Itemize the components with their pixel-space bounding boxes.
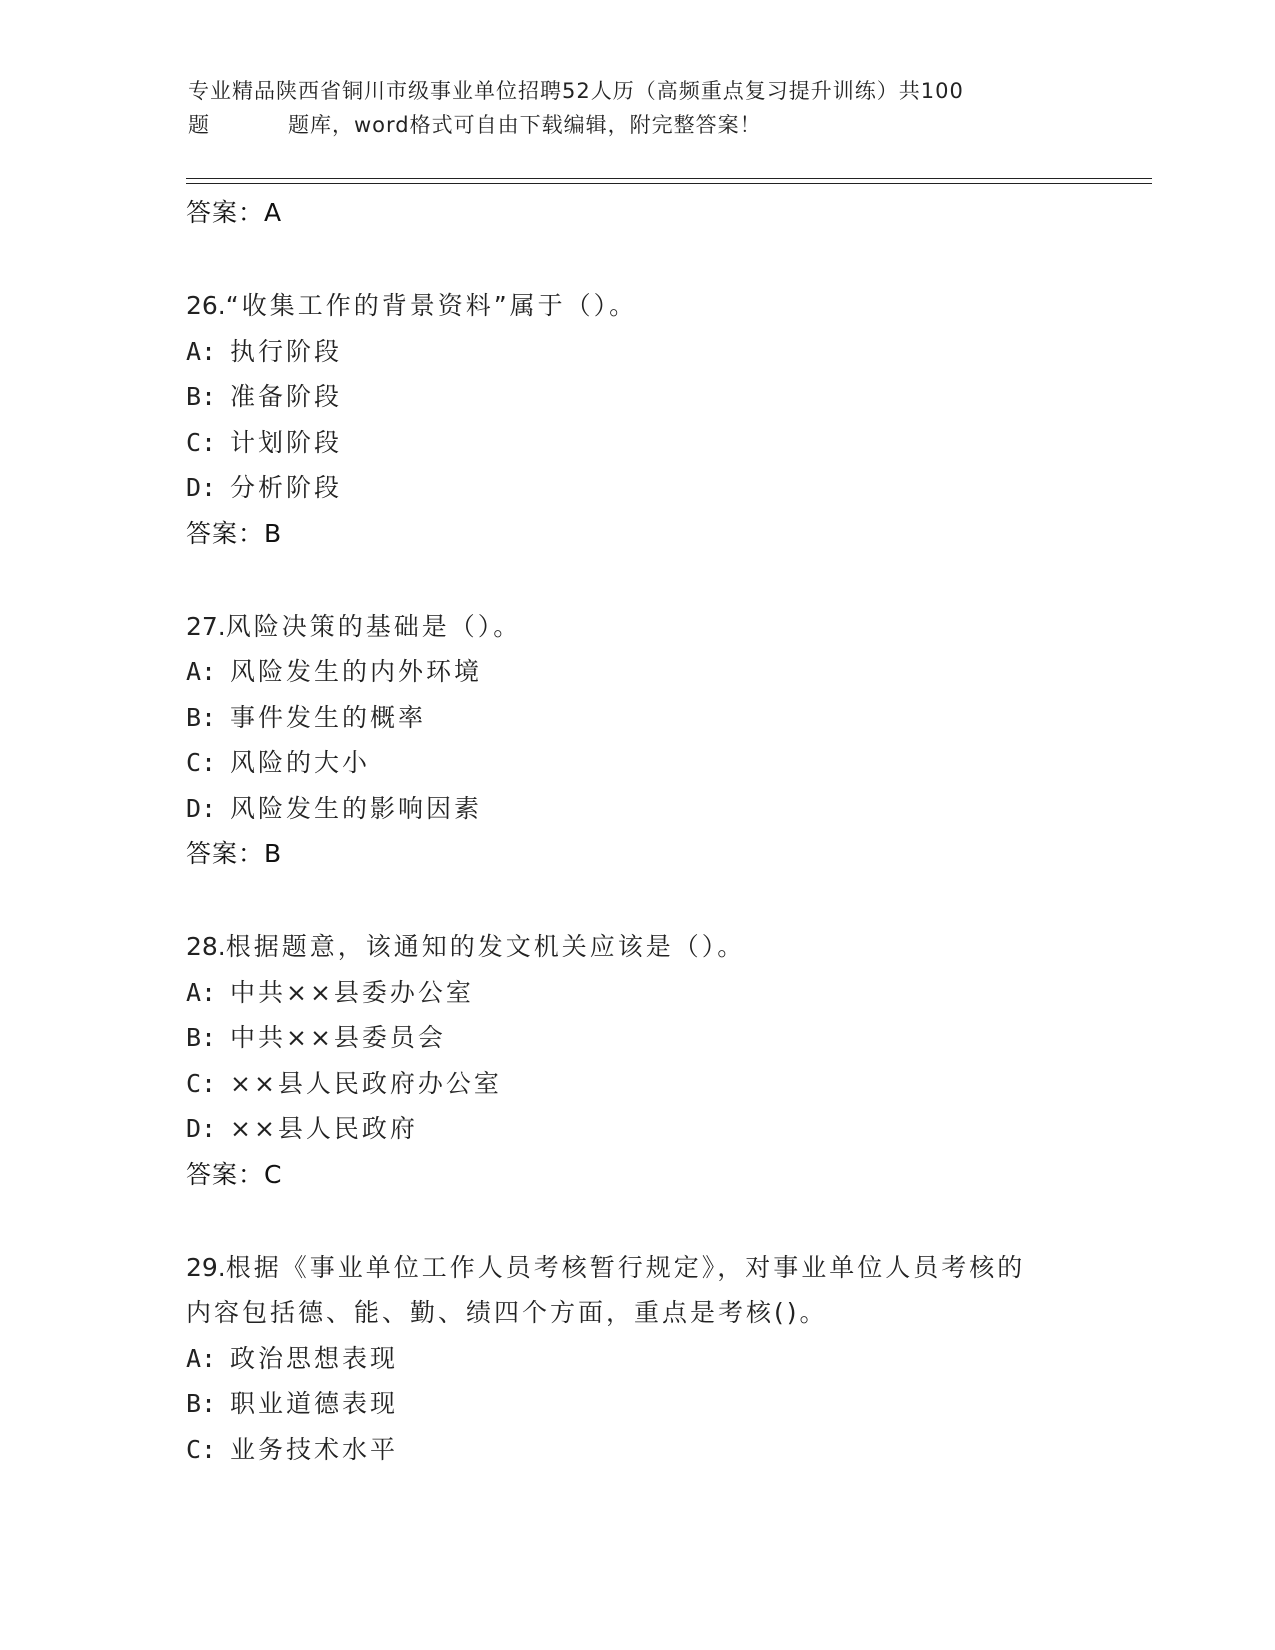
option-key: D: [186,1114,217,1143]
option-d [186,1106,1146,1152]
question-answer: 答案：B [186,839,283,868]
document-header [188,74,1088,142]
option-b [186,374,1146,420]
option-key: C: [186,1434,217,1464]
header-line-2-right: 题库，word格式可自由下载编辑，附完整答案！ [288,113,762,137]
option-key: A: [186,977,217,1007]
question-stem [186,1245,1146,1291]
option-key: D: [186,473,217,502]
option-key: D: [186,793,217,823]
question-text: “收集工作的背景资料”属于（）。 [225,291,638,320]
option-text: 业务技术水平 [230,1434,399,1464]
question-number: 27. [186,611,226,641]
option-text: 中共××县委办公室 [230,977,474,1007]
question-list [186,190,1146,1472]
option-key: A: [186,336,217,366]
question-number: 29. [186,1252,226,1282]
option-text: 中共××县委员会 [230,1023,446,1052]
option-b [186,1015,1146,1061]
question-27 [186,604,1146,878]
option-text: 风险的大小 [230,748,371,777]
question-28 [186,924,1146,1198]
option-c [186,1427,1146,1473]
header-line-1: 专业精品陕西省铜川市级事业单位招聘52人历（高频重点复习提升训练）共100 [188,79,964,103]
option-key: C: [186,1068,217,1098]
question-stem-continued: 内容包括德、能、勤、绩四个方面，重点是考核()。 [186,1298,828,1327]
option-d [186,465,1146,511]
option-text: 风险发生的内外环境 [230,657,483,686]
question-26 [186,283,1146,557]
option-text: 事件发生的概率 [230,702,427,732]
option-text: 准备阶段 [230,382,343,411]
option-text: ××县人民政府办公室 [230,1068,502,1098]
option-text: 政治思想表现 [230,1343,399,1373]
option-a [186,329,1146,375]
option-d [186,786,1146,832]
question-text: 风险决策的基础是（）。 [225,611,522,641]
option-key: A: [186,1343,217,1373]
option-key: A: [186,657,217,686]
option-key: B: [186,1389,217,1418]
option-c [186,1061,1146,1107]
option-a [186,649,1146,695]
option-c [186,740,1146,786]
previous-answer: 答案：A [186,198,283,227]
option-text: 职业道德表现 [230,1389,399,1418]
option-b [186,695,1146,741]
question-answer: 答案：B [186,518,283,548]
question-stem [186,283,1146,329]
option-text: 执行阶段 [230,336,343,366]
option-text: 风险发生的影响因素 [230,793,483,823]
question-text: 根据《事业单位工作人员考核暂行规定》，对事业单位人员考核的 [225,1252,1026,1282]
option-key: B: [186,382,217,411]
option-b [186,1381,1146,1427]
option-a [186,970,1146,1016]
question-number: 28. [186,932,226,961]
option-text: 计划阶段 [230,427,343,457]
option-text: 分析阶段 [230,473,343,502]
option-key: C: [186,427,217,457]
question-number: 26. [186,291,226,320]
header-rule-top [186,178,1152,179]
question-answer: 答案：C [186,1159,283,1189]
question-29 [186,1245,1146,1473]
question-text: 根据题意，该通知的发文机关应该是（）。 [225,932,746,961]
question-stem [186,604,1146,650]
option-key: B: [186,1023,217,1052]
header-rule-bottom [186,183,1152,184]
option-c [186,420,1146,466]
option-key: C: [186,748,217,777]
header-line-2 [188,108,1088,142]
option-text: ××县人民政府 [230,1114,418,1143]
question-stem [186,924,1146,970]
option-a [186,1336,1146,1382]
header-line-2-left: 题 [188,113,210,137]
option-key: B: [186,702,217,732]
